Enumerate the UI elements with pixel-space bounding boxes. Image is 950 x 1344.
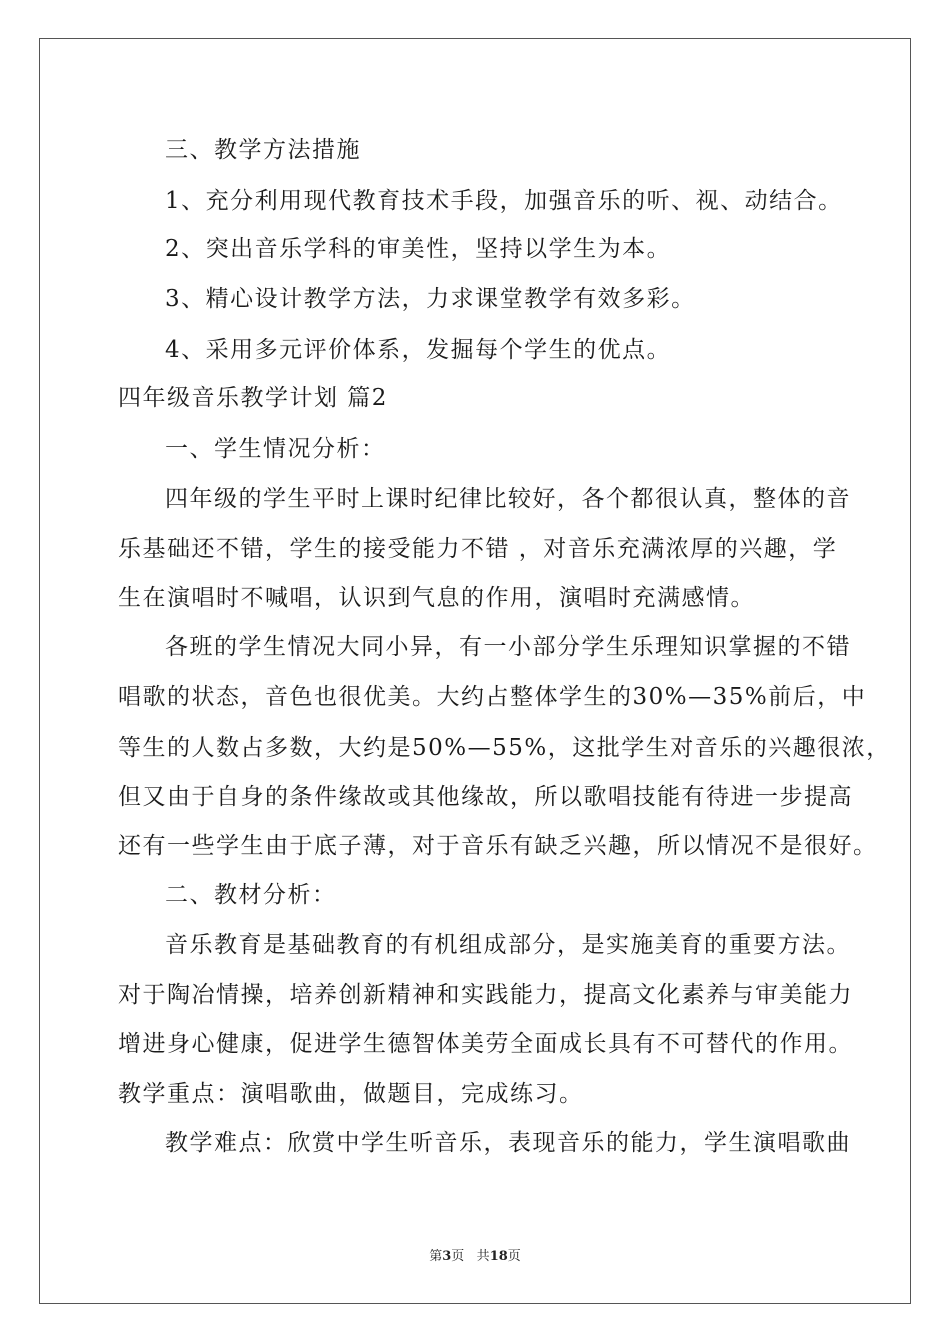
- paragraph-line: 等生的人数占多数，大约是50%—55%，这批学生对音乐的兴趣很浓，: [118, 735, 891, 761]
- paragraph-line: 唱歌的状态，音色也很优美。大约占整体学生的30%—35%前后，中: [118, 684, 867, 710]
- footer-page-current: 3: [442, 1249, 452, 1264]
- page-footer: [0, 1248, 950, 1266]
- paragraph-line: 音乐教育是基础教育的有机组成部分，是实施美育的重要方法。: [165, 932, 851, 958]
- section-heading-teaching-methods: 三、教学方法措施: [165, 137, 361, 163]
- method-item-4: 4、采用多元评价体系，发掘每个学生的优点。: [165, 337, 672, 363]
- method-item-1: 1、充分利用现代教育技术手段，加强音乐的听、视、动结合。: [165, 188, 843, 214]
- paragraph-line: 对于陶冶情操，培养创新精神和实践能力，提高文化素养与审美能力: [118, 982, 853, 1008]
- article-title-part-2: 四年级音乐教学计划 篇2: [118, 385, 388, 411]
- section-heading-textbook-analysis: 二、教材分析：: [165, 882, 337, 908]
- footer-total-unit: 页: [507, 1249, 521, 1264]
- method-item-3: 3、精心设计教学方法，力求课堂教学有效多彩。: [165, 286, 696, 312]
- page-border: [39, 38, 911, 1304]
- footer-page-unit: 页: [451, 1249, 465, 1264]
- section-heading-student-analysis: 一、学生情况分析：: [165, 436, 386, 462]
- teaching-difficulties: 教学难点：欣赏中学生听音乐，表现音乐的能力，学生演唱歌曲: [165, 1130, 851, 1156]
- paragraph-line: 生在演唱时不喊唱，认识到气息的作用，演唱时充满感情。: [118, 585, 755, 611]
- paragraph-line: 乐基础还不错，学生的接受能力不错 ，对音乐充满浓厚的兴趣，学: [118, 536, 838, 562]
- method-item-2: 2、突出音乐学科的审美性，坚持以学生为本。: [165, 236, 672, 262]
- footer-page-total: 18: [489, 1249, 508, 1264]
- footer-page-prefix: 第: [429, 1249, 443, 1264]
- paragraph-line: 但又由于自身的条件缘故或其他缘故，所以歌唱技能有待进一步提高: [118, 784, 853, 810]
- paragraph-line: 增进身心健康，促进学生德智体美劳全面成长具有不可替代的作用。: [118, 1031, 853, 1057]
- paragraph-line: 还有一些学生由于底子薄，对于音乐有缺乏兴趣，所以情况不是很好。: [118, 833, 878, 859]
- teaching-key-points: 教学重点：演唱歌曲，做题目，完成练习。: [118, 1081, 584, 1107]
- footer-total-prefix: 共: [476, 1249, 490, 1264]
- paragraph-line: 各班的学生情况大同小异，有一小部分学生乐理知识掌握的不错: [165, 634, 851, 660]
- paragraph-line: 四年级的学生平时上课时纪律比较好，各个都很认真，整体的音: [165, 486, 851, 512]
